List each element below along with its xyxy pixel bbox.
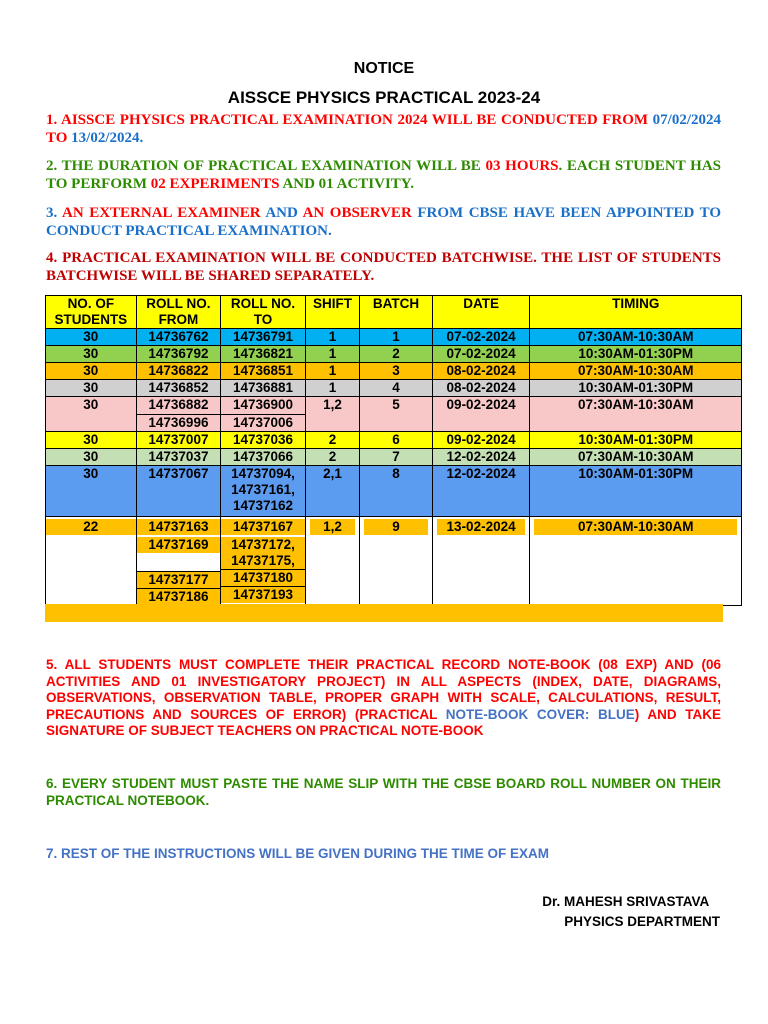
cell-date xyxy=(432,517,530,606)
cell-roll-to: 14736851 xyxy=(221,363,306,380)
cell-shift xyxy=(305,517,359,606)
cell-date: 08-02-2024 xyxy=(432,363,530,380)
cell-date: 07-02-2024 xyxy=(432,346,530,363)
cell-shift: 1,2 xyxy=(305,397,359,432)
cell-roll-to xyxy=(221,517,306,606)
point-4: 4. PRACTICAL EXAMINATION WILL BE CONDUCTED BATCHWISE. THE LIST OF STUDENTS BATCHWISE WILL BE SHARED SEPARATELY. xyxy=(46,250,721,284)
signature-name: Dr. MAHESH SRIVASTAVA xyxy=(542,894,710,909)
table-row xyxy=(46,329,742,346)
cell-roll-to: 14736821 xyxy=(221,346,306,363)
cell-roll-from: 14736762 xyxy=(136,329,221,346)
cell-timing: 07:30AM-10:30AM xyxy=(530,363,742,380)
cell-shift-value: 1,2 xyxy=(310,519,355,535)
table-row xyxy=(46,432,742,449)
cell-roll-from: 14737037 xyxy=(136,449,221,466)
cell-shift: 2 xyxy=(305,432,359,449)
cell-shift: 1 xyxy=(305,346,359,363)
header-batch: BATCH xyxy=(360,296,433,329)
cell-shift: 2 xyxy=(305,449,359,466)
point-5: 5. ALL STUDENTS MUST COMPLETE THEIR PRACTICAL RECORD NOTE-BOOK (08 EXP) AND (06 ACTIVITIES AND 01 INVESTIGATORY PROJECT) IN ALL ASPECTS (INDEX, DATE, DIAGRAMS, OBSERVATIONS, OBSERVATION TABLE, PROPER GRAPH WITH SCALE, CALCULATIONS, RESULT, PRECAUTIONS AND SOURCES OF ERROR) (PRACTICAL NOTE-BOOK COVER: BLUE) AND TAKE SIGNATURE OF SUBJECT TEACHERS ON PRACTICAL NOTE-BOOK xyxy=(46,657,721,738)
cell-timing-value: 07:30AM-10:30AM xyxy=(534,519,737,535)
cell-roll-to: 14737036 xyxy=(221,432,306,449)
cell-roll-from: 14736792 xyxy=(136,346,221,363)
cell-roll-from: 14736852 xyxy=(136,380,221,397)
cell-students: 30 xyxy=(46,449,137,466)
cell-batch: 3 xyxy=(360,363,433,380)
cell-date: 07-02-2024 xyxy=(432,329,530,346)
cell-date: 08-02-2024 xyxy=(432,380,530,397)
cell-batch: 6 xyxy=(360,432,433,449)
cell-students: 30 xyxy=(46,363,137,380)
table-row xyxy=(46,449,742,466)
cell-students xyxy=(46,517,137,606)
cell-shift: 2,1 xyxy=(305,466,359,517)
cell-students: 30 xyxy=(46,432,137,449)
cell-date: 09-02-2024 xyxy=(432,397,530,432)
cell-students: 30 xyxy=(46,380,137,397)
roll-to-line: 14737193 xyxy=(221,586,305,603)
roll-to-line: 14737180 xyxy=(221,569,305,586)
header-roll-to: ROLL NO. TO xyxy=(221,296,306,329)
cell-students: 30 xyxy=(46,397,137,432)
cell-batch: 7 xyxy=(360,449,433,466)
roll-to-line: 14737172, xyxy=(221,537,305,553)
cell-timing: 07:30AM-10:30AM xyxy=(530,329,742,346)
cell-roll-to xyxy=(221,466,306,517)
signature-block xyxy=(542,892,720,932)
cell-roll-from: 14736882 xyxy=(136,397,221,415)
roll-to-line: 14737162 xyxy=(232,498,294,513)
point-3: 3. AN EXTERNAL EXAMINER AND AN OBSERVER FROM CBSE HAVE BEEN APPOINTED TO CONDUCT PRACTICAL EXAMINATION. xyxy=(46,205,721,239)
cell-timing: 10:30AM-01:30PM xyxy=(530,346,742,363)
notice-subtitle: AISSCE PHYSICS PRACTICAL 2023-24 xyxy=(227,88,541,107)
table-row xyxy=(46,397,742,415)
cell-date-value: 13-02-2024 xyxy=(437,519,526,535)
point-6: 6. EVERY STUDENT MUST PASTE THE NAME SLIP WITH THE CBSE BOARD ROLL NUMBER ON THEIR PRACTICAL NOTEBOOK. xyxy=(46,776,721,808)
cell-batch: 4 xyxy=(360,380,433,397)
table-row xyxy=(46,380,742,397)
cell-shift: 1 xyxy=(305,380,359,397)
roll-to-line: 14737094, xyxy=(231,466,295,481)
header-students: NO. OF STUDENTS xyxy=(46,296,137,329)
header-timing: TIMING xyxy=(530,296,742,329)
cell-timing xyxy=(530,517,742,606)
cell-timing: 10:30AM-01:30PM xyxy=(530,466,742,517)
cell-students: 30 xyxy=(46,346,137,363)
notice-title: NOTICE xyxy=(353,60,415,77)
table-footer-bar xyxy=(45,604,723,622)
table-row xyxy=(46,517,742,606)
cell-date: 09-02-2024 xyxy=(432,432,530,449)
cell-students: 30 xyxy=(46,329,137,346)
cell-timing: 10:30AM-01:30PM xyxy=(530,432,742,449)
cell-students-value: 22 xyxy=(46,519,136,535)
cell-batch: 8 xyxy=(360,466,433,517)
cell-date: 12-02-2024 xyxy=(432,466,530,517)
cell-timing: 07:30AM-10:30AM xyxy=(530,449,742,466)
cell-batch: 1 xyxy=(360,329,433,346)
roll-from-line: 14737169 xyxy=(137,537,221,553)
cell-batch xyxy=(360,517,433,606)
cell-roll-from: 14736822 xyxy=(136,363,221,380)
cell-shift: 1 xyxy=(305,329,359,346)
point-2: 2. THE DURATION OF PRACTICAL EXAMINATION WILL BE 03 HOURS. EACH STUDENT HAS TO PERFORM 02 EXPERIMENTS AND 01 ACTIVITY. xyxy=(46,158,722,192)
cell-roll-to: 14737066 xyxy=(221,449,306,466)
cell-batch-value: 9 xyxy=(364,519,428,535)
cell-roll-from: 14737067 xyxy=(136,466,221,517)
cell-timing: 10:30AM-01:30PM xyxy=(530,380,742,397)
cell-roll-to: 14736881 xyxy=(221,380,306,397)
cell-roll-from xyxy=(136,517,221,606)
cell-shift: 1 xyxy=(305,363,359,380)
table-row xyxy=(46,466,742,517)
header-roll-from: ROLL NO. FROM xyxy=(136,296,221,329)
point-1: 1. AISSCE PHYSICS PRACTICAL EXAMINATION 2024 WILL BE CONDUCTED FROM 07/02/2024 TO 13/02/2024. xyxy=(46,112,721,146)
cell-roll-to: 14736900 xyxy=(221,397,306,415)
roll-to-line: 14737167 xyxy=(221,519,305,535)
roll-to-line: 14737161, xyxy=(231,482,295,497)
table-row xyxy=(46,346,742,363)
roll-from-line: 14737177 xyxy=(137,571,221,588)
roll-from-line: 14737186 xyxy=(137,588,221,605)
cell-roll-from: 14737007 xyxy=(136,432,221,449)
cell-timing: 07:30AM-10:30AM xyxy=(530,397,742,432)
roll-from-line: 14737163 xyxy=(137,519,221,535)
batch-schedule-table xyxy=(45,295,742,606)
header-shift: SHIFT xyxy=(305,296,359,329)
signature-department: PHYSICS DEPARTMENT xyxy=(564,914,720,929)
point-7: 7. REST OF THE INSTRUCTIONS WILL BE GIVEN DURING THE TIME OF EXAM xyxy=(46,846,550,861)
table-header-row xyxy=(46,296,742,329)
roll-to-line: 14737175, xyxy=(221,553,305,569)
cell-batch: 2 xyxy=(360,346,433,363)
header-date: DATE xyxy=(432,296,530,329)
cell-roll-from: 14736996 xyxy=(136,414,221,432)
cell-students: 30 xyxy=(46,466,137,517)
cell-batch: 5 xyxy=(360,397,433,432)
cell-roll-to: 14736791 xyxy=(221,329,306,346)
cell-date: 12-02-2024 xyxy=(432,449,530,466)
cell-roll-to: 14737006 xyxy=(221,414,306,432)
table-row xyxy=(46,363,742,380)
